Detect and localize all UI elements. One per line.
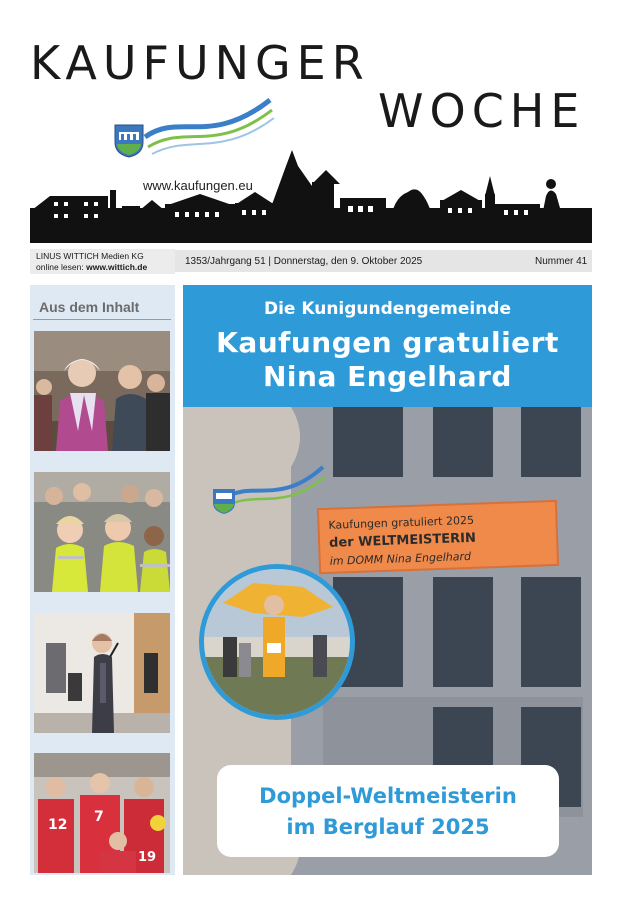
- caption-line1: Doppel-Weltmeisterin: [259, 784, 517, 808]
- masthead-title-line2: WOCHE: [378, 84, 586, 138]
- volleyball-team-photo[interactable]: [34, 753, 170, 873]
- issue-details: 1353/Jahrgang 51 | Donnerstag, den 9. Oktober 2025: [185, 256, 423, 267]
- caption-line2: im Berglauf 2025: [286, 815, 490, 839]
- sidebar-title: Aus dem Inhalt: [39, 299, 140, 315]
- feature-kicker: Die Kunigundengemeinde: [263, 299, 512, 319]
- caption-box: [217, 765, 559, 857]
- cover-feature: [183, 285, 592, 875]
- children-photo[interactable]: [34, 472, 170, 592]
- masthead-title-line1: KAUFUNGER: [30, 36, 370, 90]
- town-skyline-silhouette: [30, 148, 592, 243]
- feature-headline-line1: Kaufungen gratuliert: [216, 326, 559, 359]
- online-reading-label: online lesen:: [36, 262, 87, 272]
- banner-line3: im DOMM Nina Engelhard: [329, 549, 472, 568]
- sidebar-divider: [33, 319, 171, 320]
- website-url: www.kaufungen.eu: [143, 178, 253, 193]
- masthead: [0, 0, 625, 245]
- feature-headline-line2: Nina Engelhard: [263, 360, 512, 393]
- svg-text:19: 19: [138, 850, 157, 865]
- banner-line1: Kaufungen gratuliert 2025: [328, 513, 475, 532]
- banner-line2: der WELTMEISTERIN: [328, 530, 477, 551]
- online-reading-line: [36, 262, 175, 273]
- publisher-name: LINUS WITTICH Medien KG: [36, 251, 144, 261]
- svg-text:7: 7: [94, 809, 104, 825]
- contents-sidebar: [30, 285, 175, 875]
- issue-number: Nummer 41: [535, 256, 588, 267]
- congratulations-banner: [318, 501, 558, 573]
- feature-header: [183, 285, 592, 407]
- publisher-website-link[interactable]: www.wittich.de: [86, 262, 148, 272]
- svg-text:12: 12: [48, 817, 68, 833]
- publisher-info: [30, 249, 175, 274]
- singer-photo[interactable]: [34, 613, 170, 733]
- seniors-photo[interactable]: [34, 331, 170, 451]
